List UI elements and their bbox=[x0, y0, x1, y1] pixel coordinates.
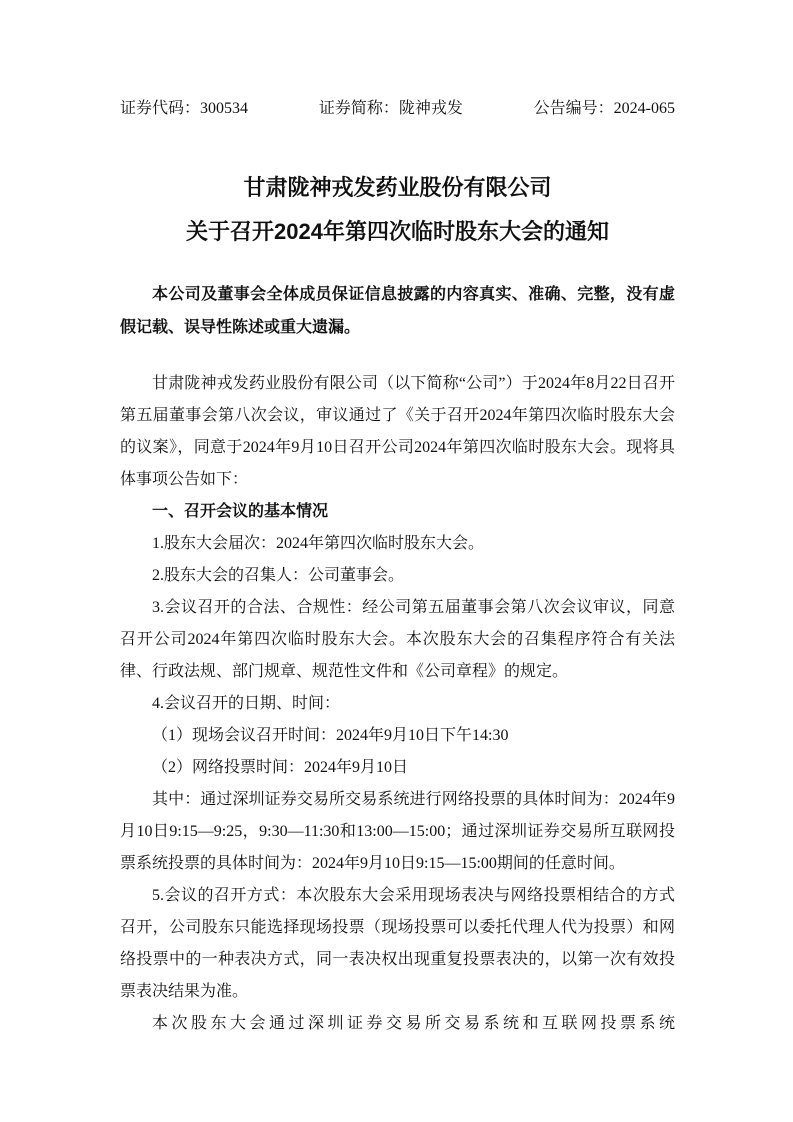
document-title-block bbox=[120, 166, 675, 254]
continuation-line: 本次股东大会通过深圳证券交易所交易系统和互联网投票系统 bbox=[152, 1015, 675, 1032]
item-date-time-label: 4.会议召开的日期、时间： bbox=[152, 695, 341, 712]
section-1-heading: 一、召开会议的基本情况 bbox=[152, 503, 329, 520]
stock-short-name: 证券简称：陇神戎发 bbox=[318, 100, 463, 117]
item-meeting-method: 5.会议的召开方式：本次股东大会采用现场表决与网络投票相结合的方式召开，公司股东只能选择现场投票（现场投票可以委托代理人代为投票）和网络投票中的一种表决方式，同一表决权出现重复投票表决的，以第一次有效投票表决结果为准。 bbox=[120, 887, 675, 1000]
item-convener: 2.股东大会的召集人：公司董事会。 bbox=[152, 567, 405, 584]
item-online-voting-detail: 其中：通过深圳证券交易所交易系统进行网络投票的具体时间为：2024年9月10日9:15—9:25，9:30—11:30和13:00—15:00；通过深圳证券交易所互联网投票系统投票的具体时间为：2024年9月10日9:15—15:00期间的任意时间。 bbox=[120, 791, 675, 872]
notice-title: 关于召开2024年第四次临时股东大会的通知 bbox=[186, 219, 609, 244]
item-online-voting-date: （2）网络投票时间：2024年9月10日 bbox=[152, 759, 409, 776]
document-header bbox=[120, 100, 675, 118]
company-name-title: 甘肃陇神戎发药业股份有限公司 bbox=[243, 175, 552, 200]
announcement-number: 公告编号：2024-065 bbox=[533, 100, 675, 117]
item-legality: 3.会议召开的合法、合规性：经公司第五届董事会第八次会议审议，同意召开公司2024年第四次临时股东大会。本次股东大会的召集程序符合有关法律、行政法规、部门规章、规范性文件和《公司章程》的规定。 bbox=[120, 599, 675, 680]
stock-code: 证券代码：300534 bbox=[120, 100, 249, 117]
integrity-declaration: 本公司及董事会全体成员保证信息披露的内容真实、准确、完整，没有虚假记载、误导性陈述或重大遗漏。 bbox=[120, 286, 675, 336]
intro-paragraph: 甘肃陇神戎发药业股份有限公司（以下简称“公司”）于2024年8月22日召开第五届董事会第八次会议，审议通过了《关于召开2024年第四次临时股东大会的议案》，同意于2024年9月10日召开公司2024年第四次临时股东大会。现将具体事项公告如下： bbox=[120, 375, 675, 488]
item-meeting-session: 1.股东大会届次：2024年第四次临时股东大会。 bbox=[152, 535, 485, 552]
item-onsite-meeting-time: （1）现场会议召开时间：2024年9月10日下午14:30 bbox=[152, 727, 509, 744]
